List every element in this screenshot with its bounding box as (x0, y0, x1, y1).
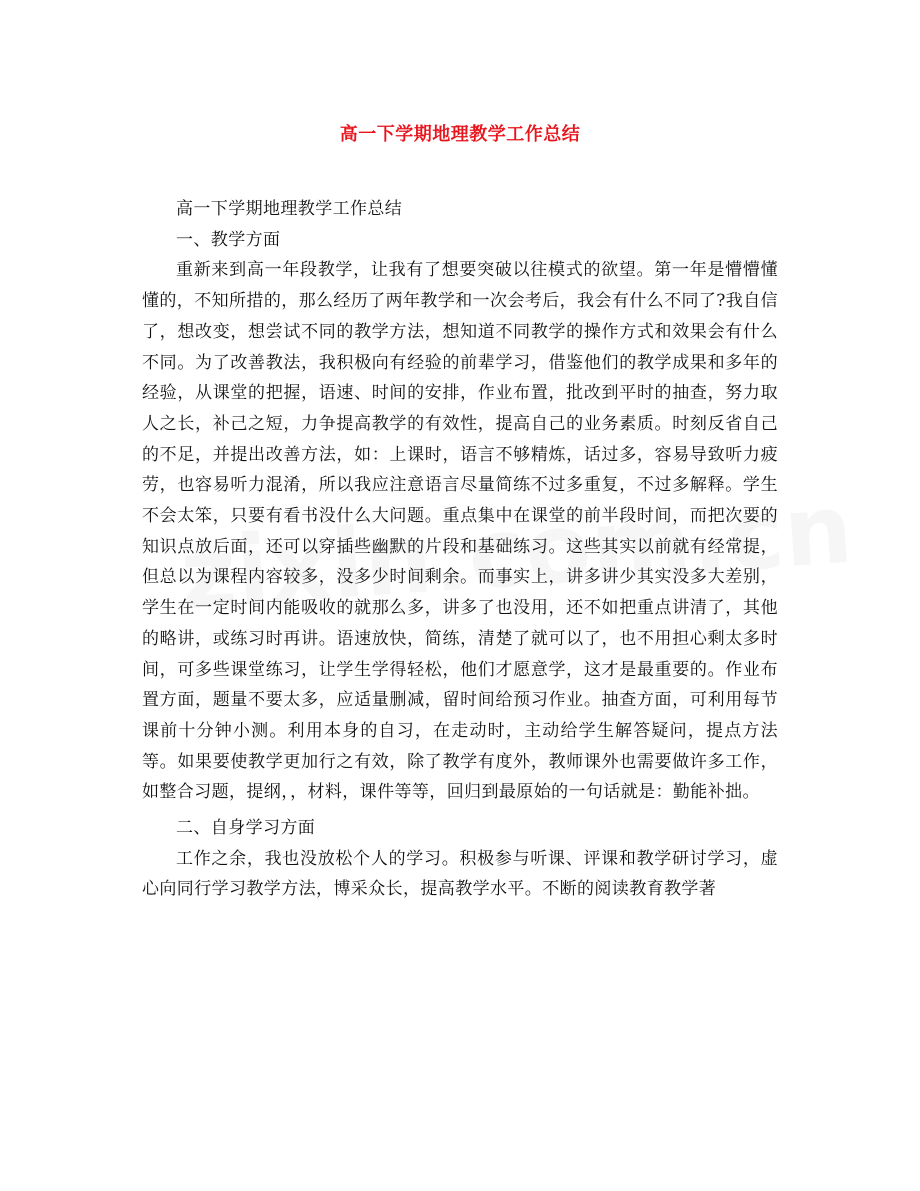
paragraph-teaching: 重新来到高一年段教学，让我有了想要突破以往模式的欲望。第一年是懵懵懂懂的，不知所措的，那么经历了两年教学和一次会考后，我会有什么不同了?我自信了，想改变，想尝试不同的教学方法，想知道不同教学的操作方式和效果会有什么不同。为了改善教法，我积极向有经验的前辈学习，借鉴他们的教学成果和多年的经验，从课堂的把握，语速、时间的安排，作业布置，批改到平时的抽查，努力取人之长，补己之短，力争提高教学的有效性，提高自己的业务素质。时刻反省自己的不足，并提出改善方法，如：上课时，语言不够精炼，话过多，容易导致听力疲劳，也容易听力混淆，所以我应注意语言尽量简练不过多重复，不过多解释。学生不会太笨，只要有看书没什么大问题。重点集中在课堂的前半段时间，而把次要的知识点放后面，还可以穿插些幽默的片段和基础练习。这些其实以前就有经常提，但总以为课程内容较多，没多少时间剩余。而事实上，讲多讲少其实没多大差别，学生在一定时间内能吸收的就那么多，讲多了也没用，还不如把重点讲清了，其他的略讲，或练习时再讲。语速放快，简练，清楚了就可以了，也不用担心剩太多时间，可多些课堂练习，让学生学得轻松，他们才愿意学，这才是最重要的。作业布置方面，题量不要太多，应适量删减，留时间给预习作业。抽查方面，可利用每节课前十分钟小测。利用本身的自习，在走动时，主动给学生解答疑问，提点方法等。如果要使教学更加行之有效，除了教学有度外，教师课外也需要做许多工作，如整合习题，提纲，，材料，课件等等，回归到最原始的一句话就是：勤能补拙。 (142, 260, 778, 803)
document-title: 高一下学期地理教学工作总结 (339, 124, 581, 145)
paragraph-self-study: 工作之余，我也没放松个人的学习。积极参与听课、评课和教学研讨学习，虚心向同行学习教学方法，博采众长，提高教学水平。不断的阅读教育教学著 (142, 848, 778, 900)
section-heading-teaching: 一、教学方面 (176, 229, 281, 250)
document-body (142, 194, 778, 905)
paragraph-subtitle: 高一下学期地理教学工作总结 (176, 199, 403, 219)
section-heading-self-study: 二、自身学习方面 (176, 818, 316, 839)
